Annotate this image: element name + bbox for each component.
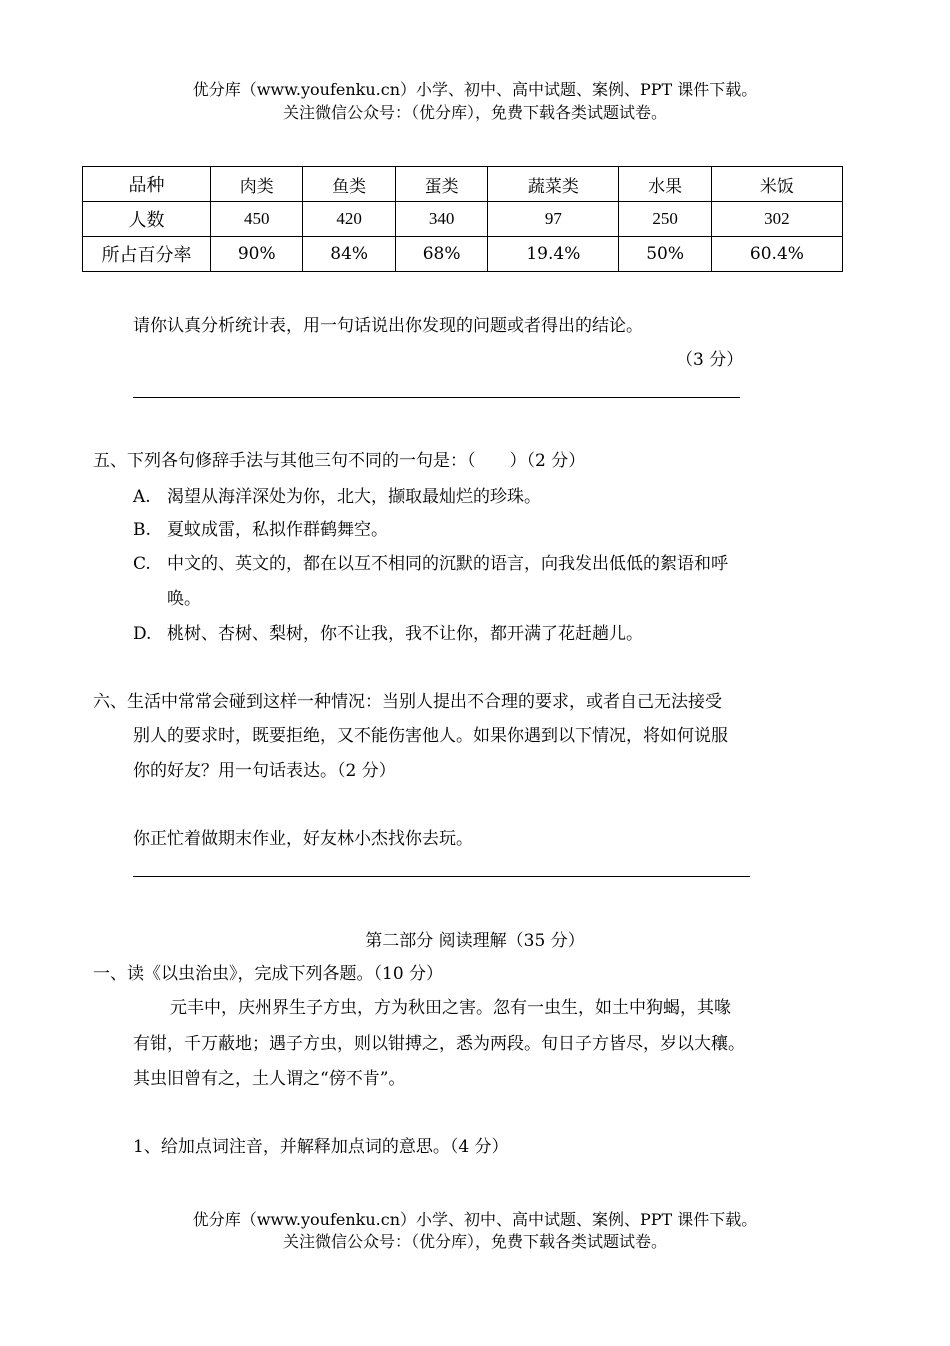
q5-title: 五、下列各句修辞手法与其他三句不同的一句是：（ ）（2 分） xyxy=(93,451,586,471)
passage-line-1: 元丰中，庆州界生子方虫，方为秋田之害。忽有一虫生，如土中狗蝎，其喙 xyxy=(170,998,731,1018)
q6-line-1: 六、生活中常常会碰到这样一种情况：当别人提出不合理的要求，或者自己无法接受 xyxy=(93,692,722,712)
header-line-2: 关注微信公众号：（优分库），免费下载各类试题试卷。 xyxy=(282,103,667,122)
option-text: 夏蚊成雷，私拟作群鹤舞空。 xyxy=(167,520,388,540)
header-line-1: 优分库（www.youfenku.cn）小学、初中、高中试题、案例、PPT 课件下载。 xyxy=(192,80,758,99)
option-label: A. xyxy=(133,487,151,507)
table-cell: 68% xyxy=(395,237,487,272)
option-label: B. xyxy=(133,520,151,540)
table-cell: 420 xyxy=(303,202,395,237)
passage-line-2: 有钳，千万蔽地；遇子方虫，则以钳搏之，悉为两段。旬日子方皆尽，岁以大穰。 xyxy=(133,1034,745,1054)
option-text: 渴望从海洋深处为你，北大，撷取最灿烂的珍珠。 xyxy=(167,487,541,507)
table-header-cell: 米饭 xyxy=(711,167,842,202)
table-header-cell: 蛋类 xyxy=(395,167,487,202)
passage-line-3: 其虫旧曾有之，土人谓之“傍不肯”。 xyxy=(133,1069,406,1089)
table-header-cell: 品种 xyxy=(83,167,211,202)
footer-line-2: 关注微信公众号：（优分库），免费下载各类试题试卷。 xyxy=(282,1232,667,1251)
table-cell: 50% xyxy=(619,237,711,272)
option-label: D. xyxy=(133,624,152,644)
q5-option-b[interactable] xyxy=(133,515,388,540)
q5-option-d[interactable] xyxy=(133,619,643,644)
q4-prompt: 请你认真分析统计表，用一句话说出你发现的问题或者得出的结论。 xyxy=(133,316,643,336)
table-cell: 60.4% xyxy=(711,237,842,272)
q5-option-c-continuation: 唤。 xyxy=(167,589,201,609)
table-row-header: 人数 xyxy=(83,202,211,237)
table-row xyxy=(83,202,843,237)
table-header-row xyxy=(83,167,843,202)
table-cell: 340 xyxy=(395,202,487,237)
table-cell: 450 xyxy=(211,202,303,237)
table-cell: 250 xyxy=(619,202,711,237)
table-header-cell: 水果 xyxy=(619,167,711,202)
table-cell: 302 xyxy=(711,202,842,237)
table-header-cell: 鱼类 xyxy=(303,167,395,202)
q5-option-a[interactable] xyxy=(133,482,541,507)
stats-table xyxy=(82,166,843,272)
table-row-header: 所占百分率 xyxy=(83,237,211,272)
option-label: C. xyxy=(133,554,151,574)
table-header-cell: 蔬菜类 xyxy=(488,167,619,202)
q6-line-3: 你的好友？用一句话表达。（2 分） xyxy=(133,761,396,781)
table-cell: 97 xyxy=(488,202,619,237)
table-cell: 84% xyxy=(303,237,395,272)
q6-scenario: 你正忙着做期末作业，好友林小杰找你去玩。 xyxy=(133,829,473,849)
q6-line-2: 别人的要求时，既要拒绝，又不能伤害他人。如果你遇到以下情况，将如何说服 xyxy=(133,726,728,746)
q4-answer-line[interactable] xyxy=(133,397,740,398)
q6-answer-line[interactable] xyxy=(133,876,750,877)
option-text: 桃树、杏树、梨树，你不让我，我不让你，都开满了花赶趟儿。 xyxy=(167,624,643,644)
q5-option-c[interactable] xyxy=(133,549,728,574)
footer-line-1: 优分库（www.youfenku.cn）小学、初中、高中试题、案例、PPT 课件下载。 xyxy=(192,1210,758,1229)
option-text: 中文的、英文的，都在以互不相同的沉默的语言，向我发出低低的絮语和呼 xyxy=(167,554,728,574)
q4-score: （3 分） xyxy=(676,350,744,370)
table-cell: 90% xyxy=(211,237,303,272)
part2-q1-title: 一、读《以虫治虫》，完成下列各题。（10 分） xyxy=(93,964,444,984)
part2-sub-question-1: 1、给加点词注音，并解释加点词的意思。（4 分） xyxy=(133,1137,509,1157)
table-row xyxy=(83,237,843,272)
part2-title: 第二部分 阅读理解（35 分） xyxy=(365,931,585,951)
table-header-cell: 肉类 xyxy=(211,167,303,202)
table-cell: 19.4% xyxy=(488,237,619,272)
